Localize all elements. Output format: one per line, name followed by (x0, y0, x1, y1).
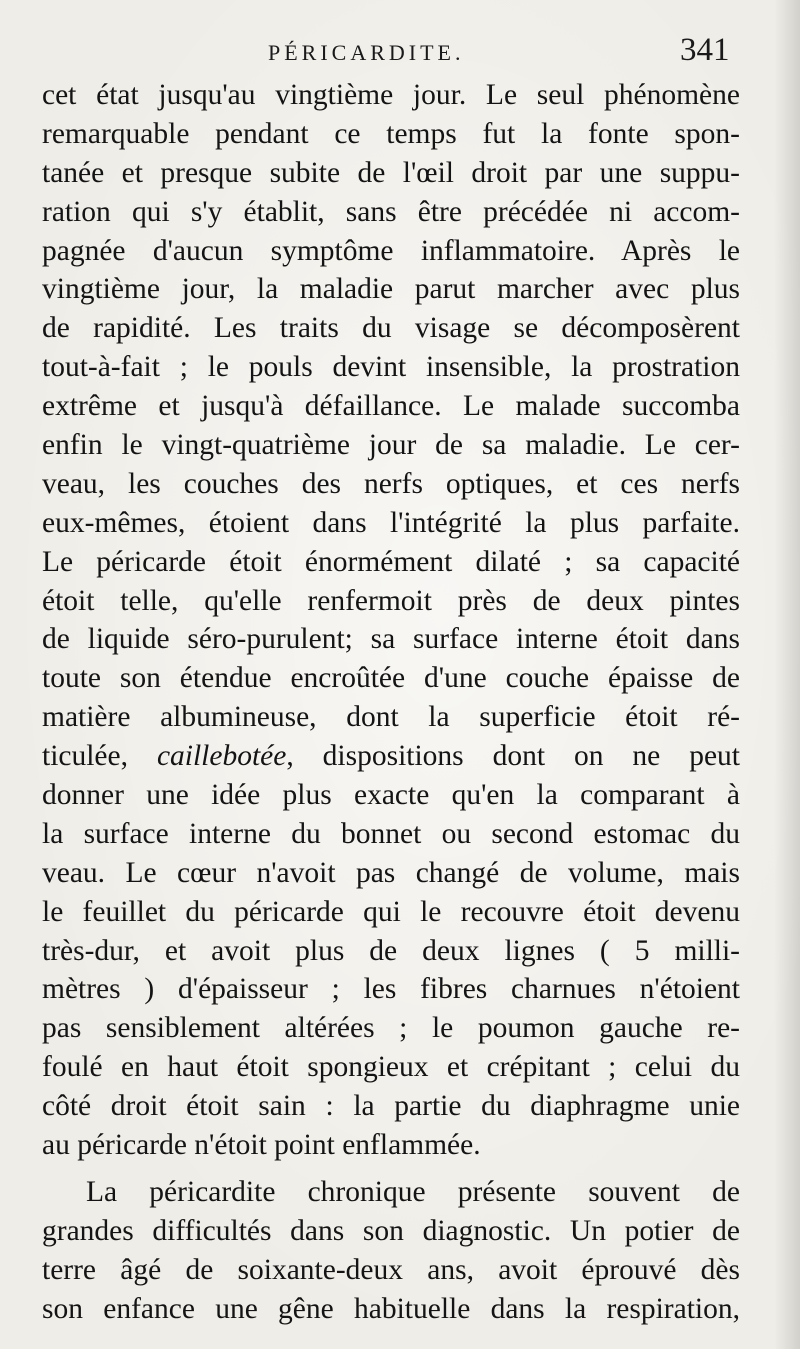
body-text (42, 76, 740, 1329)
text-line: pas sensiblement altérées ; le poumon gauche re- (42, 1012, 740, 1045)
text-line: Le péricarde étoit énormément dilaté ; sa capacité (42, 545, 740, 578)
text-line: la surface interne du bonnet ou second estomac du (42, 817, 740, 850)
text-line: donner une idée plus exacte qu'en la comparant à (42, 779, 740, 812)
text-line: grandes difficultés dans son diagnostic. Un potier de (42, 1214, 740, 1247)
text-line-indented: La péricardite chronique présente souvent de (86, 1175, 740, 1208)
paragraph-2 (42, 1173, 740, 1329)
text-line: de liquide séro-purulent; sa surface interne étoit dans (42, 623, 740, 656)
text-line: tout-à-fait ; le pouls devint insensible, la prostration (42, 351, 740, 384)
text-line: son enfance une gêne habituelle dans la respiration, (42, 1292, 740, 1325)
text-line: vingtième jour, la maladie parut marcher avec plus (42, 273, 740, 306)
text-line: remarquable pendant ce temps fut la fonte spon- (42, 117, 740, 150)
text-segment: ticulée, (42, 740, 157, 773)
text-line: veau, les couches des nerfs optiques, et ces nerfs (42, 467, 740, 500)
text-line: de rapidité. Les traits du visage se décomposèrent (42, 312, 740, 345)
text-line: extrême et jusqu'à défaillance. Le malade succomba (42, 390, 740, 423)
text-line: tanée et presque subite de l'œil droit par une suppu- (42, 156, 740, 189)
text-line: veau. Le cœur n'avoit pas changé de volume, mais (42, 856, 740, 889)
text-line: ration qui s'y établit, sans être précédée ni accom- (42, 195, 740, 228)
text-line: très-dur, et avoit plus de deux lignes ( 5 milli- (42, 934, 740, 967)
text-line: côté droit étoit sain : la partie du diaphragme unie (42, 1090, 740, 1123)
text-line: cet état jusqu'au vingtième jour. Le seul phénomène (42, 79, 740, 111)
text-line-paragraph-end: au péricarde n'étoit point enflammée. (42, 1129, 481, 1162)
text-line: enfin le vingt-quatrième jour de sa maladie. Le cer- (42, 429, 740, 462)
text-line: pagnée d'aucun symptôme inflammatoire. Après le (42, 234, 740, 267)
text-line: eux-mêmes, étoient dans l'intégrité la plus parfaite. (42, 506, 740, 539)
text-line: mètres ) d'épaisseur ; les fibres charnues n'étoient (42, 973, 740, 1006)
italic-term: caillebotée (156, 740, 287, 773)
text-line: matière albumineuse, dont la superficie étoit ré- (42, 701, 740, 734)
paragraph-gap (42, 1165, 740, 1173)
text-line: foulé en haut étoit spongieux et crépitant ; celui du (42, 1051, 740, 1084)
text-segment: , dispositions dont on ne peut (286, 740, 740, 773)
text-line-with-italic (42, 737, 740, 776)
text-line: le feuillet du péricarde qui le recouvre étoit devenu (42, 895, 740, 928)
page-edge-shadow (774, 0, 800, 1349)
text-line: étoit telle, qu'elle renfermoit près de deux pintes (42, 584, 740, 617)
text-line: toute son étendue encroûtée d'une couche épaisse de (42, 662, 740, 695)
paragraph-1 (42, 76, 740, 1165)
page-header (0, 32, 800, 72)
running-title: PÉRICARDITE. (268, 40, 465, 65)
text-line: terre âgé de soixante-deux ans, avoit éprouvé dès (42, 1253, 740, 1286)
page-number: 341 (680, 32, 730, 68)
